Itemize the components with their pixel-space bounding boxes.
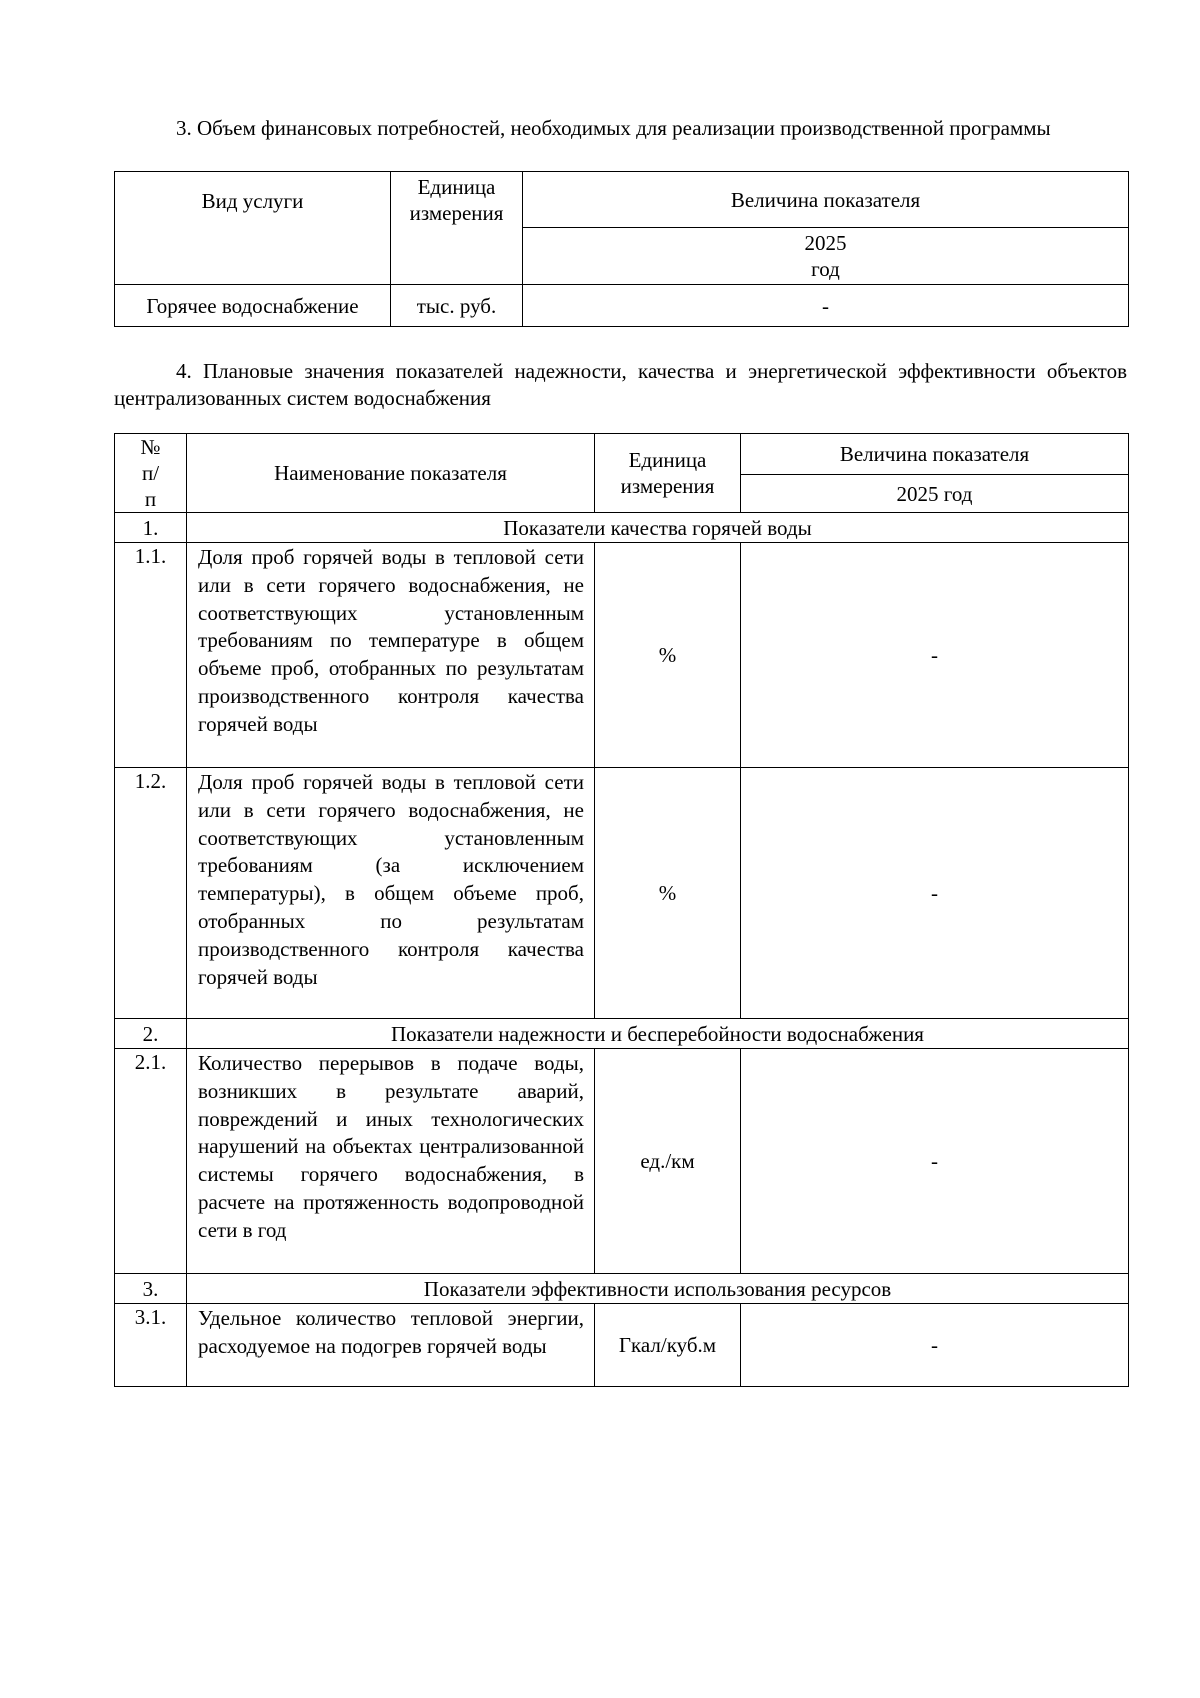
row-value: - xyxy=(741,1049,1129,1274)
row-value: - xyxy=(741,1304,1129,1387)
group-title: Показатели надежности и бесперебойности водоснабжения xyxy=(187,1019,1129,1049)
group-row xyxy=(115,513,1129,543)
group-row xyxy=(115,1019,1129,1049)
row-unit: ед./км xyxy=(595,1049,741,1274)
row-num: 2.1. xyxy=(115,1049,187,1274)
row-num: 1.1. xyxy=(115,543,187,768)
header-name: Наименование показателя xyxy=(187,434,595,513)
section4-heading: 4. Плановые значения показателей надежности, качества и энергетической эффективности объектов централизованных систем водоснабжения xyxy=(114,359,1127,410)
header-num: № п/п xyxy=(115,434,187,513)
row-name: Количество перерывов в подаче воды, возникших в результате аварий, повреждений и иных технологических нарушений на объектах централизованной системы горячего водоснабжения, в расчете на протяженность водопроводной сети в год xyxy=(187,1049,595,1274)
header-value: Величина показателя xyxy=(523,172,1129,228)
table-row xyxy=(115,543,1129,768)
row-unit: % xyxy=(595,768,741,1019)
header-service: Вид услуги xyxy=(115,172,391,285)
row-unit: % xyxy=(595,543,741,768)
header-unit: Единица измерения xyxy=(595,434,741,513)
header-unit: Единица измерения xyxy=(391,172,523,285)
row-name: Доля проб горячей воды в тепловой сети или в сети горячего водоснабжения, не соответствующих установленным требованиям (за исключением температуры), в общем объеме проб, отобранных по результатам производственного контроля качества горячей воды xyxy=(187,768,595,1019)
group-title: Показатели качества горячей воды xyxy=(187,513,1129,543)
row-value: - xyxy=(741,543,1129,768)
row-num: 1.2. xyxy=(115,768,187,1019)
financial-needs-table xyxy=(114,171,1129,327)
row-unit: Гкал/куб.м xyxy=(595,1304,741,1387)
group-row xyxy=(115,1274,1129,1304)
table-row xyxy=(115,285,1129,327)
row-service: Горячее водоснабжение xyxy=(115,285,391,327)
group-num: 3. xyxy=(115,1274,187,1304)
row-unit: тыс. руб. xyxy=(391,285,523,327)
header-year: 2025 год xyxy=(523,228,1129,285)
header-year: 2025 год xyxy=(741,475,1129,513)
row-value: - xyxy=(523,285,1129,327)
header-value: Величина показателя xyxy=(741,434,1129,475)
table-row xyxy=(115,1049,1129,1274)
row-value: - xyxy=(741,768,1129,1019)
row-num: 3.1. xyxy=(115,1304,187,1387)
indicators-table xyxy=(114,433,1129,1387)
row-name: Доля проб горячей воды в тепловой сети или в сети горячего водоснабжения, не соответствующих установленным требованиям по температуре в общем объеме проб, отобранных по результатам производственного контроля качества горячей воды xyxy=(187,543,595,768)
table-row xyxy=(115,768,1129,1019)
group-num: 2. xyxy=(115,1019,187,1049)
group-title: Показатели эффективности использования ресурсов xyxy=(187,1274,1129,1304)
section3-heading: 3. Объем финансовых потребностей, необходимых для реализации производственной программы xyxy=(176,116,1051,140)
group-num: 1. xyxy=(115,513,187,543)
table-row xyxy=(115,1304,1129,1387)
row-name: Удельное количество тепловой энергии, расходуемое на подогрев горячей воды xyxy=(187,1304,595,1387)
